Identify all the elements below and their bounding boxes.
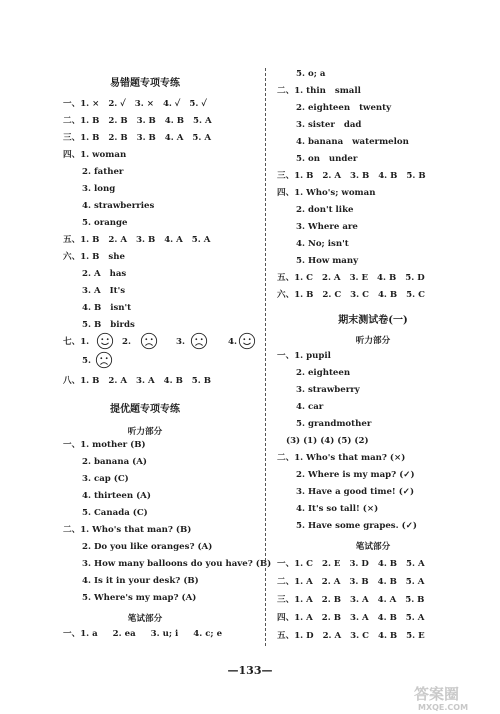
answer-line: 三、1. B 2. A 3. B 4. B 5. B [277, 171, 426, 181]
answer-line: 4. banana watermelon [296, 137, 409, 147]
subsection-written: 笔试部分 [355, 542, 391, 552]
answer-line: 五、1. B 2. A 3. B 4. A 5. A [63, 235, 211, 245]
answer-line: 二、1. B 2. B 3. B 4. B 5. A [63, 116, 212, 126]
answer-line: 5. grandmother [296, 419, 372, 429]
column-divider [265, 68, 266, 646]
answer-line: 四、1. A 2. B 3. A 4. B 5. A [277, 613, 425, 623]
answer-line: 六、1. B she [63, 252, 125, 262]
answer-line: 2. Where is my map? (✓) [296, 470, 415, 480]
answer-line: 5. o; a [296, 69, 326, 79]
answer-line: 三、1. B 2. B 3. B 4. A 5. A [63, 133, 212, 143]
watermark-logo [412, 682, 498, 712]
answer-line: 4. Is it in your desk? (B) [82, 576, 199, 586]
answer-line: 4. thirteen (A) [82, 491, 151, 501]
answer-line: 四、1. Who's; woman [277, 188, 376, 198]
sad-face-icon [95, 351, 113, 369]
answer-line: 5. Have some grapes. (✓) [296, 521, 417, 531]
answer-line: 三、1. A 2. B 3. A 4. A 5. B [277, 595, 425, 605]
answer-number: 4. [228, 337, 237, 347]
answer-number: 2. [122, 337, 131, 347]
answer-line: 4. It's so tall! (×) [296, 504, 379, 514]
answer-line: 3. cap (C) [82, 474, 129, 484]
answer-line: 3. strawberry [296, 385, 360, 395]
answer-line: 3. Have a good time! (✓) [296, 487, 415, 497]
answer-line: 八、1. B 2. A 3. A 4. B 5. B [63, 376, 212, 386]
page-number: —133— [227, 664, 273, 677]
answer-line: 一、1. C 2. E 3. D 4. B 5. A [277, 559, 425, 569]
answer-line: 4. B isn't [82, 303, 132, 313]
answer-line: 2. father [82, 167, 124, 177]
answer-line: 四、1. woman [63, 150, 127, 160]
answer-line: 二、1. A 2. A 3. B 4. B 5. A [277, 577, 425, 587]
section-title-easy-mistakes: 易错题专项专练 [110, 78, 180, 89]
answer-line: 一、1. pupil [277, 351, 331, 361]
answer-line: 4. No; isn't [296, 239, 349, 249]
answer-line: 4. strawberries [82, 201, 155, 211]
sad-face-icon [190, 332, 208, 350]
subsection-listening: 听力部分 [355, 336, 391, 346]
answer-line: 5. Where's my map? (A) [82, 593, 197, 603]
answer-line: 二、1. Who's that man? (×) [277, 453, 406, 463]
section-title-advanced: 提优题专项专练 [110, 404, 180, 415]
answer-line: 二、1. Who's that man? (B) [63, 525, 192, 535]
answer-line: 六、1. B 2. C 3. C 4. B 5. C [277, 290, 425, 300]
answer-line: 4. car [296, 402, 324, 412]
answer-line: 一、1. mother (B) [63, 440, 146, 450]
answer-number: 5. [82, 356, 91, 366]
answer-line: 一、1. a 2. ea 3. u; i 4. c; e [63, 629, 223, 639]
sad-face-icon [140, 332, 158, 350]
section-title-final-exam: 期末测试卷(一) [338, 315, 408, 326]
answer-line: 3. sister dad [296, 120, 362, 130]
answer-line: 3. How many balloons do you have? (B) [82, 559, 272, 569]
answer-line: 2. eighteen twenty [296, 103, 392, 113]
answer-number: 3. [176, 337, 185, 347]
answer-line: 五、1. D 2. A 3. C 4. B 5. E [277, 631, 425, 641]
answer-line: 3. long [82, 184, 116, 194]
subsection-listening: 听力部分 [127, 427, 163, 437]
answer-line: 2. A has [82, 269, 127, 279]
answer-line: 5. B birds [82, 320, 135, 330]
answer-line: 2. banana (A) [82, 457, 147, 467]
answer-line: 3. A It's [82, 286, 126, 296]
answer-line-seven: 七、1. [63, 337, 90, 347]
answer-line: 2. eighteen [296, 368, 351, 378]
answer-line: 2. don't like [296, 205, 354, 215]
answer-line: 二、1. thin small [277, 86, 361, 96]
svg-text:MXQE.COM: MXQE.COM [418, 703, 469, 712]
answer-line: 五、1. C 2. A 3. E 4. B 5. D [277, 273, 425, 283]
answer-line: 3. Where are [296, 222, 358, 232]
svg-text:答案圈: 答案圈 [414, 685, 460, 703]
subsection-written: 笔试部分 [127, 614, 163, 624]
answer-line: 一、1. × 2. ✓ 3. × 4. ✓ 5. ✓ [63, 99, 207, 109]
answer-line: 5. Canada (C) [82, 508, 148, 518]
answer-line: 2. Do you like oranges? (A) [82, 542, 213, 552]
smile-face-icon [96, 332, 114, 350]
answer-line: 5. How many [296, 256, 359, 266]
answer-line: 5. on under [296, 154, 358, 164]
smile-face-icon [238, 332, 256, 350]
answer-line: (3) (1) (4) (5) (2) [286, 436, 369, 446]
answer-line: 5. orange [82, 218, 128, 228]
